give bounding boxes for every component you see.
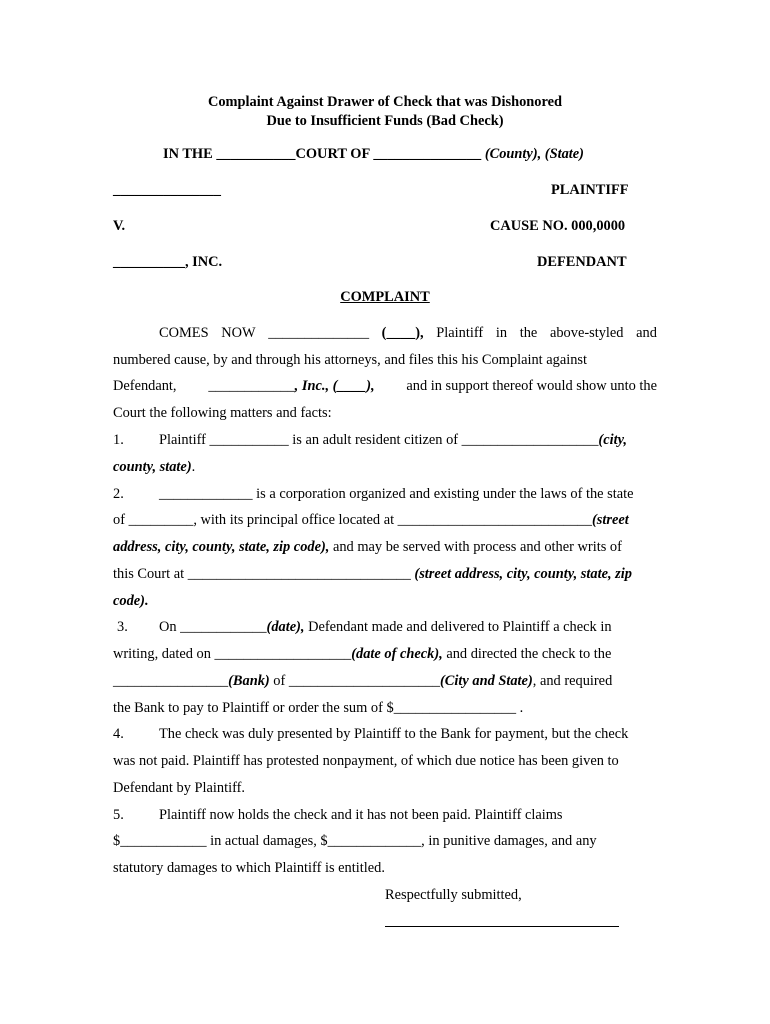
para-2-line-5: code). [113, 593, 149, 609]
court-prefix: IN THE ___________COURT OF _______________ [163, 146, 485, 162]
para-2-number: 2. [113, 486, 124, 502]
para-3-bank-blank: ________________ [113, 673, 229, 689]
para-1-line-1 [159, 432, 657, 449]
para-2-served: and may be served with process and other writs of [329, 539, 622, 555]
intro-defendant-blank-group [208, 378, 374, 395]
para-2-address: address, city, county, state, zip code), [113, 539, 330, 555]
court-line [163, 146, 584, 163]
para-3-delivered: Defendant made and delivered to Plaintiff a check in [304, 619, 612, 635]
intro-word: the [519, 325, 538, 341]
para-3-on: On ____________ [159, 619, 267, 635]
defendant-name: __________, INC. [113, 254, 223, 270]
versus-label: V. [113, 218, 126, 234]
intro-line-2: numbered cause, by and through his attorneys, and files this his Complaint against [113, 352, 588, 368]
para-5-line-2: $____________ in actual damages, $_____________, in punitive damages, and any [113, 833, 597, 849]
para-3-required: , and required [532, 673, 613, 689]
para-2-court-at: this Court at _______________________________ [113, 566, 415, 582]
para-3-bank: (Bank) [228, 673, 270, 689]
defendant-label: DEFENDANT [537, 254, 627, 270]
para-3-dated: writing, dated on ___________________ [113, 646, 352, 662]
intro-defendant-inc: , Inc., (____), [294, 378, 375, 394]
para-3-date: (date), [266, 619, 305, 635]
para-5-line-3: statutory damages to which Plaintiff is entitled. [113, 860, 385, 876]
intro-word: NOW [221, 325, 256, 341]
para-4-line-2: was not paid. Plaintiff has protested nonpayment, of which due notice has been given to [113, 753, 619, 769]
para-3-date-of-check: (date of check), [351, 646, 443, 662]
para-3-line-3 [113, 673, 657, 690]
para-4-line-3: Defendant by Plaintiff. [113, 780, 246, 796]
para-2-line-1: _____________ is a corporation organized and existing under the laws of the state [159, 486, 634, 502]
para-1-text: Plaintiff ___________ is an adult resident citizen of ___________________ [159, 432, 599, 448]
para-3-line-1 [159, 619, 612, 636]
plaintiff-label: PLAINTIFF [551, 182, 629, 198]
para-4-line-1: The check was duly presented by Plaintiff to the Bank for payment, but the check [159, 726, 629, 742]
para-2-office: of _________, with its principal office located at ___________________________ [113, 512, 592, 528]
para-3-of: of _____________________ [269, 673, 440, 689]
intro-word: COMES [159, 325, 209, 341]
para-1-period: . [191, 459, 196, 475]
intro-defendant-word: Defendant, [113, 378, 177, 394]
plaintiff-blank: _______________ [113, 182, 221, 198]
para-3-number: 3. [117, 619, 128, 635]
document-title-line1: Complaint Against Drawer of Check that was Dishonored [207, 94, 563, 110]
complaint-heading: COMPLAINT [340, 289, 430, 305]
para-3-line-2 [113, 646, 657, 663]
intro-word: (____), [381, 325, 424, 341]
court-county-state: (County), (State) [484, 146, 584, 162]
para-5-number: 5. [113, 807, 124, 823]
para-2-street: (street [591, 512, 629, 528]
intro-defendant-rest: and in support thereof would show unto the [406, 378, 657, 394]
intro-word: ______________ [268, 325, 370, 341]
closing-respectfully: Respectfully submitted, [385, 887, 522, 903]
intro-word: above-styled [549, 325, 624, 341]
intro-word: in [495, 325, 508, 341]
para-1-county-state: county, state) [113, 459, 192, 475]
intro-defendant-blank: ____________ [208, 378, 295, 394]
para-1-line-2 [113, 459, 657, 476]
para-3-city-state: (City and State) [440, 673, 533, 689]
para-1-city: (city, [598, 432, 628, 448]
para-5-line-1: Plaintiff now holds the check and it has not been paid. Plaintiff claims [159, 807, 563, 823]
document-title-line2: Due to Insufficient Funds (Bad Check) [266, 113, 504, 129]
intro-word: Plaintiff [436, 325, 484, 341]
para-4-number: 4. [113, 726, 124, 742]
cause-number: CAUSE NO. 000,0000 [490, 218, 626, 234]
para-3-line-4: the Bank to pay to Plaintiff or order the sum of $_________________ . [113, 700, 524, 716]
signature-line [385, 926, 619, 927]
para-3-directed: and directed the check to the [442, 646, 612, 662]
para-2-line-3 [113, 539, 657, 556]
para-2-line-2 [113, 512, 657, 529]
para-2-line-4 [113, 566, 657, 583]
intro-line-4: Court the following matters and facts: [113, 405, 332, 421]
para-2-street-address: (street address, city, county, state, zip [414, 566, 632, 582]
intro-line-3 [113, 378, 657, 395]
intro-line-1 [159, 325, 657, 342]
intro-word: and [636, 325, 657, 341]
para-1-number: 1. [113, 432, 124, 448]
